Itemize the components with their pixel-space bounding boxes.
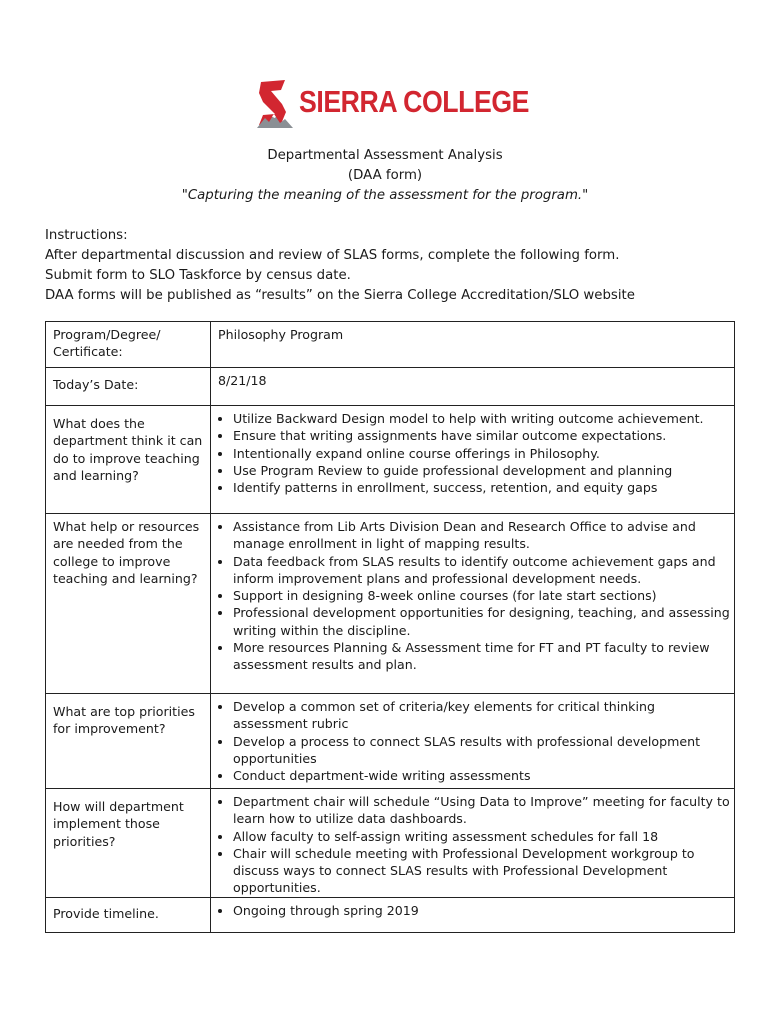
instruction-line: After departmental discussion and review of SLAS forms, complete the following form.: [45, 248, 620, 263]
list-item: • Data feedback from SLAS results to identify outcome achievement gaps and inform improvement plans and professional development needs.: [233, 553, 730, 588]
table-row: [46, 368, 735, 406]
list-item: • Assistance from Lib Arts Division Dean and Research Office to advise and manage enrollment in light of mapping results.: [233, 518, 730, 553]
date-label: Today’s Date:: [46, 368, 211, 406]
list-item: • More resources Planning & Assessment time for FT and PT faculty to review assessment results and plan.: [233, 639, 730, 674]
mountain-s-logo-icon: [255, 78, 295, 130]
q2-label: What help or resources are needed from the college to improve teaching and learning?: [46, 514, 211, 694]
list-item: • Utilize Backward Design model to help with writing outcome achievement.: [233, 410, 730, 427]
list-item: • Develop a common set of criteria/key elements for critical thinking assessment rubric: [233, 698, 730, 733]
list-item: • Conduct department-wide writing assessments: [233, 767, 730, 784]
instruction-line: DAA forms will be published as “results” on the Sierra College Accreditation/SLO website: [45, 288, 635, 303]
list-item: • Use Program Review to guide professional development and planning: [233, 462, 730, 479]
list-item: • Identify patterns in enrollment, success, retention, and equity gaps: [233, 479, 730, 496]
q1-label: What does the department think it can do to improve teaching and learning?: [46, 406, 211, 514]
q3-label: What are top priorities for improvement?: [46, 694, 211, 789]
program-value: Philosophy Program: [211, 322, 735, 368]
list-item: • Intentionally expand online course offerings in Philosophy.: [233, 445, 730, 462]
q5-list: [218, 902, 730, 919]
list-item: • Develop a process to connect SLAS results with professional development opportunities: [233, 733, 730, 768]
q3-list: [218, 698, 730, 784]
q4-label: How will department implement those priorities?: [46, 789, 211, 898]
sierra-college-logo: [255, 78, 535, 130]
q5-answer: [211, 897, 735, 932]
list-item: • Support in designing 8-week online courses (for late start sections): [233, 587, 730, 604]
q5-label: Provide timeline.: [46, 897, 211, 932]
table-row: [46, 514, 735, 694]
table-row: [46, 694, 735, 789]
q4-list: [218, 793, 730, 897]
instructions: [45, 226, 635, 306]
instructions-heading: Instructions:: [45, 228, 128, 243]
q1-list: [218, 410, 730, 496]
q4-answer: [211, 789, 735, 898]
q2-list: [218, 518, 730, 674]
logo-text: SIERRA COLLEGE: [299, 84, 529, 119]
list-item: • Ongoing through spring 2019: [233, 902, 730, 919]
list-item: • Department chair will schedule “Using Data to Improve” meeting for faculty to learn how to utilize data dashboards.: [233, 793, 730, 828]
list-item: • Professional development opportunities for designing, teaching, and assessing writing within the discipline.: [233, 604, 730, 639]
form-title: Departmental Assessment Analysis: [267, 148, 503, 163]
table-row: [46, 897, 735, 932]
form-header: [0, 146, 770, 206]
list-item: • Ensure that writing assignments have similar outcome expectations.: [233, 427, 730, 444]
date-value: 8/21/18: [211, 368, 735, 406]
instruction-line: Submit form to SLO Taskforce by census date.: [45, 268, 351, 283]
list-item: • Chair will schedule meeting with Professional Development workgroup to discuss ways to connect SLAS results with Professional Development opportunities.: [233, 845, 730, 897]
form-subtitle: (DAA form): [347, 168, 423, 183]
program-label: Program/Degree/ Certificate:: [46, 322, 211, 368]
table-row: [46, 322, 735, 368]
list-item: • Allow faculty to self-assign writing assessment schedules for fall 18: [233, 828, 730, 845]
q2-answer: [211, 514, 735, 694]
table-row: [46, 789, 735, 898]
form-tagline: "Capturing the meaning of the assessment for the program.": [181, 188, 589, 203]
q3-answer: [211, 694, 735, 789]
table-row: [46, 406, 735, 514]
daa-form-table: [45, 321, 735, 933]
q1-answer: [211, 406, 735, 514]
